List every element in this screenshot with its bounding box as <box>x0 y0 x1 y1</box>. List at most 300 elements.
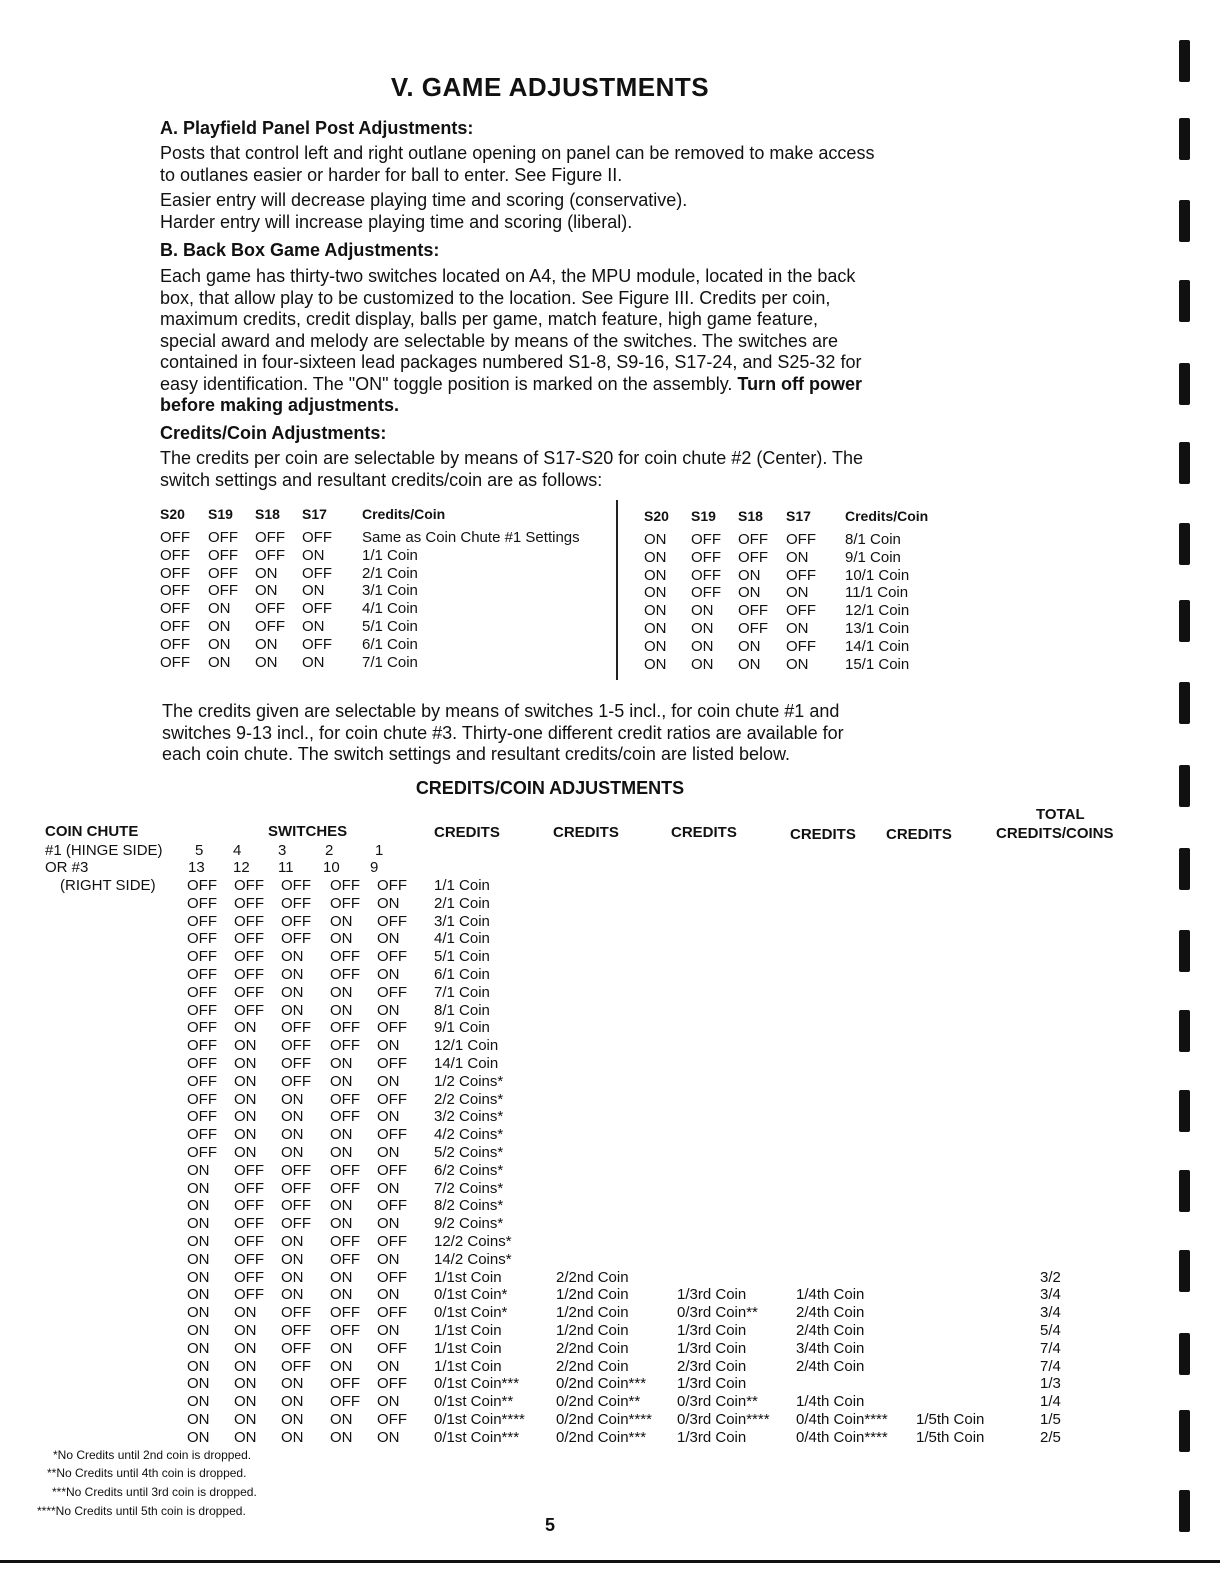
credits-value: 6/1 Coin <box>434 966 490 983</box>
switch-setting: ON <box>234 1072 257 1090</box>
switch-setting: ON <box>234 1322 257 1339</box>
credits-value: 0/2nd Coin** <box>556 1393 641 1411</box>
switch-setting: ON <box>281 1428 304 1446</box>
credits-value: 12/2 Coins* <box>434 1233 512 1250</box>
total-value: 2/5 <box>1040 1428 1061 1446</box>
switch-setting: ON <box>281 1250 304 1268</box>
switch-table-cell: OFF <box>255 600 285 618</box>
switch-setting: OFF <box>187 948 217 966</box>
switch-setting: OFF <box>234 948 264 966</box>
switch-table-cell: 14/1 Coin <box>845 637 910 655</box>
binder-mark <box>1179 280 1190 322</box>
binder-mark <box>1179 200 1190 242</box>
switch-table-cell: OFF <box>160 600 190 618</box>
switch-setting: OFF <box>234 1197 264 1215</box>
total-value: 1/4 <box>1040 1393 1061 1411</box>
switch-table-header: S17 <box>302 506 327 522</box>
switch-table-cell: ON <box>786 548 809 566</box>
binder-mark <box>1179 1490 1190 1532</box>
credits-value: 1/3rd Coin <box>677 1286 747 1304</box>
credits-value: 2/3rd Coin <box>677 1357 747 1375</box>
switch-setting: ON <box>330 1215 353 1233</box>
switch-number: 12 <box>233 859 250 876</box>
switch-table-cell: ON <box>302 618 325 635</box>
switch-setting: ON <box>281 1411 304 1428</box>
switch-setting: OFF <box>377 983 407 1001</box>
credits-value: 0/2nd Coin*** <box>556 1375 647 1393</box>
switch-setting: ON <box>187 1197 210 1215</box>
switch-setting: ON <box>281 983 304 1001</box>
switch-setting: ON <box>377 1072 400 1090</box>
switch-setting: OFF <box>330 948 360 966</box>
switch-setting: OFF <box>234 983 264 1001</box>
switch-setting: OFF <box>377 912 407 930</box>
credits-value: 2/2nd Coin <box>556 1339 629 1357</box>
switch-setting: ON <box>187 1375 210 1393</box>
switch-table-cell: ON <box>302 582 325 600</box>
switch-table-cell: ON <box>644 602 667 620</box>
switch-table-cell: OFF <box>160 653 190 671</box>
total-value: 1/5 <box>1040 1411 1061 1428</box>
switch-setting: OFF <box>281 1215 311 1233</box>
credits-value: 6/2 Coins* <box>434 1161 504 1179</box>
switch-setting: OFF <box>187 1037 217 1055</box>
switch-table-cell: OFF <box>160 635 190 653</box>
switch-setting: ON <box>377 1108 400 1126</box>
switch-setting: ON <box>330 1126 353 1144</box>
switch-table-cell: OFF <box>208 582 238 600</box>
switch-setting: OFF <box>187 877 217 894</box>
switch-table-cell: ON <box>255 635 278 653</box>
credits-coin-line: The credits per coin are selectable by means of S17-S20 for coin chute #2 (Center). The <box>160 448 864 468</box>
switch-setting: OFF <box>187 1126 217 1144</box>
section-a-line: Easier entry will decrease playing time and scoring (conservative). <box>160 190 688 210</box>
switch-setting: ON <box>330 1339 353 1357</box>
binder-mark <box>1179 1333 1190 1375</box>
switch-setting: ON <box>187 1215 210 1233</box>
switch-setting: OFF <box>234 912 264 930</box>
total-header: TOTAL <box>1036 806 1085 823</box>
credits-value: 1/2 Coins* <box>434 1072 504 1090</box>
switch-setting: OFF <box>330 1108 360 1126</box>
switch-setting: ON <box>281 1286 304 1304</box>
credits-value: 0/1st Coin* <box>434 1286 508 1304</box>
switch-setting: ON <box>330 1144 353 1161</box>
credits-value: 0/2nd Coin**** <box>556 1411 652 1428</box>
switch-table-cell: ON <box>738 566 761 584</box>
switch-table-cell: OFF <box>691 566 721 584</box>
credits-value: 0/4th Coin**** <box>796 1411 888 1428</box>
credits-coin-heading: Credits/Coin Adjustments: <box>160 423 387 443</box>
switch-setting: ON <box>234 1144 257 1161</box>
switch-setting: OFF <box>281 1197 311 1215</box>
bottom-rule <box>0 1560 1220 1563</box>
switch-table-cell: 13/1 Coin <box>845 620 910 637</box>
switch-table-cell: OFF <box>691 584 721 602</box>
switch-setting: ON <box>187 1357 210 1375</box>
credits-value: 0/1st Coin** <box>434 1393 514 1411</box>
credits-value: 1/4th Coin <box>796 1393 865 1411</box>
section-a-line: Posts that control left and right outlane opening on panel can be removed to make access <box>160 143 875 163</box>
switch-setting: ON <box>234 1108 257 1126</box>
credits-value: 1/1st Coin <box>434 1268 502 1286</box>
switch-table-cell: ON <box>208 600 231 618</box>
switch-table-cell: ON <box>691 637 714 655</box>
binder-mark <box>1179 848 1190 890</box>
switch-table-cell: OFF <box>255 529 285 546</box>
credits-value: 7/2 Coins* <box>434 1179 504 1197</box>
credits-value: 2/2nd Coin <box>556 1357 629 1375</box>
credits-header: CREDITS <box>790 826 856 843</box>
switch-table-cell: ON <box>644 655 667 673</box>
credits-value: 1/1st Coin <box>434 1357 502 1375</box>
switch-table-cell: OFF <box>302 635 332 653</box>
credits-value: 1/5th Coin <box>916 1411 985 1428</box>
switch-setting: ON <box>234 1126 257 1144</box>
switch-setting: ON <box>330 1357 353 1375</box>
switch-setting: OFF <box>281 1322 311 1339</box>
switch-number: 4 <box>233 842 242 859</box>
total-value: 1/3 <box>1040 1375 1061 1393</box>
switch-setting: ON <box>281 1090 304 1108</box>
switch-setting: ON <box>330 912 353 930</box>
binder-mark <box>1179 682 1190 724</box>
credits-value: 1/3rd Coin <box>677 1322 747 1339</box>
switch-setting: ON <box>330 1197 353 1215</box>
switch-table-cell: OFF <box>255 618 285 635</box>
switch-setting: OFF <box>281 912 311 930</box>
switch-setting: ON <box>330 1072 353 1090</box>
credits-given-line: The credits given are selectable by means of switches 1-5 incl., for coin chute #1 and <box>162 701 840 721</box>
switch-setting: OFF <box>377 1411 407 1428</box>
credits-value: 1/1st Coin <box>434 1339 502 1357</box>
switch-table-cell: 4/1 Coin <box>362 600 418 618</box>
total-value: 7/4 <box>1040 1357 1061 1375</box>
switch-setting: OFF <box>281 1304 311 1322</box>
section-b-heading: B. Back Box Game Adjustments: <box>160 240 440 260</box>
switch-table-cell: 10/1 Coin <box>845 566 910 584</box>
switch-setting: OFF <box>187 912 217 930</box>
switch-setting: OFF <box>281 1055 311 1072</box>
total-value: 3/2 <box>1040 1268 1061 1286</box>
switch-table-cell: ON <box>738 584 761 602</box>
switch-table-cell: ON <box>691 655 714 673</box>
switch-setting: OFF <box>377 877 407 894</box>
switch-setting: ON <box>330 1055 353 1072</box>
switch-table-cell: OFF <box>208 546 238 564</box>
footnote: **No Credits until 4th coin is dropped. <box>47 1466 247 1480</box>
switch-table-cell: OFF <box>302 529 332 546</box>
switch-setting: ON <box>187 1286 210 1304</box>
switch-setting: ON <box>281 1375 304 1393</box>
credits-value: 0/1st Coin*** <box>434 1428 520 1446</box>
switch-setting: ON <box>377 1322 400 1339</box>
credits-value: 0/4th Coin**** <box>796 1428 888 1446</box>
switch-setting: OFF <box>377 948 407 966</box>
switch-table-cell: 11/1 Coin <box>845 584 909 602</box>
switch-setting: OFF <box>330 1090 360 1108</box>
switch-table-cell: OFF <box>302 600 332 618</box>
switch-setting: ON <box>377 1001 400 1019</box>
credits-header: CREDITS <box>553 824 619 841</box>
switch-setting: OFF <box>330 1250 360 1268</box>
switch-table-cell: ON <box>644 531 667 548</box>
switch-setting: OFF <box>187 894 217 912</box>
switch-table-cell: ON <box>302 546 325 564</box>
credits-value: 12/1 Coin <box>434 1037 499 1055</box>
switch-setting: ON <box>377 1144 400 1161</box>
switch-setting: ON <box>281 948 304 966</box>
switch-setting: ON <box>234 1357 257 1375</box>
switch-table-cell: ON <box>208 653 231 671</box>
switch-setting: ON <box>234 1339 257 1357</box>
switch-setting: OFF <box>234 1286 264 1304</box>
switch-number: 5 <box>195 842 204 859</box>
switch-setting: OFF <box>330 894 360 912</box>
switch-setting: OFF <box>377 1019 407 1037</box>
switch-table-cell: ON <box>208 635 231 653</box>
switch-setting: OFF <box>281 1072 311 1090</box>
switch-setting: ON <box>377 1286 400 1304</box>
switch-setting: OFF <box>234 1250 264 1268</box>
section-b-line: maximum credits, credit display, balls per game, match feature, high game feature, <box>160 309 818 329</box>
credits-value: 8/2 Coins* <box>434 1197 504 1215</box>
binder-mark <box>1179 523 1190 565</box>
switch-table-cell: ON <box>644 620 667 637</box>
switch-table-cell: ON <box>255 564 278 582</box>
binder-mark <box>1179 1090 1190 1132</box>
total-header: CREDITS/COINS <box>996 825 1114 842</box>
binder-mark <box>1179 363 1190 405</box>
switch-setting: ON <box>187 1428 210 1446</box>
credits-header: CREDITS <box>671 824 737 841</box>
credits-coin-line: switch settings and resultant credits/coin are as follows: <box>160 469 603 490</box>
switch-table-cell: OFF <box>786 531 816 548</box>
credits-value: 0/1st Coin**** <box>434 1411 525 1428</box>
switch-setting: OFF <box>234 1268 264 1286</box>
binder-mark <box>1179 930 1190 972</box>
switch-setting: OFF <box>281 1179 311 1197</box>
switch-setting: ON <box>281 1108 304 1126</box>
switch-setting: ON <box>234 1428 257 1446</box>
switch-setting: ON <box>330 1286 353 1304</box>
coin-chute-label: #1 (HINGE SIDE) <box>45 842 163 859</box>
switch-table-cell: 1/1 Coin <box>362 546 418 564</box>
switch-setting: ON <box>187 1268 210 1286</box>
switch-setting: ON <box>377 894 400 912</box>
credits-value: 0/3rd Coin** <box>677 1304 758 1322</box>
switch-table-cell: ON <box>644 566 667 584</box>
credits-value: 1/3rd Coin <box>677 1428 747 1446</box>
switch-setting: OFF <box>281 1037 311 1055</box>
binder-mark <box>1179 442 1190 484</box>
switch-setting: ON <box>187 1322 210 1339</box>
credits-value: 1/2nd Coin <box>556 1322 629 1339</box>
switch-table-cell: Same as Coin Chute #1 Settings <box>362 529 580 546</box>
switch-table-cell: 2/1 Coin <box>362 564 418 582</box>
switch-setting: OFF <box>234 1179 264 1197</box>
switch-table-header: S19 <box>691 508 716 524</box>
credits-value: 14/2 Coins* <box>434 1250 512 1268</box>
switch-table-cell: 9/1 Coin <box>845 548 901 566</box>
switch-setting: ON <box>187 1304 210 1322</box>
switch-setting: OFF <box>330 966 360 983</box>
credits-value: 1/3rd Coin <box>677 1375 747 1393</box>
switch-setting: OFF <box>234 1161 264 1179</box>
switch-setting: OFF <box>234 930 264 948</box>
page-title: V. GAME ADJUSTMENTS <box>390 72 710 102</box>
switch-table-cell: 6/1 Coin <box>362 635 418 653</box>
section-b-line: special award and melody are selectable by means of the switches. The switches are <box>160 330 839 351</box>
switch-setting: OFF <box>377 1126 407 1144</box>
credits-value: 1/1 Coin <box>434 877 490 894</box>
footnote: ****No Credits until 5th coin is dropped. <box>37 1504 246 1518</box>
credits-value: 2/2nd Coin <box>556 1268 629 1286</box>
switch-setting: OFF <box>234 877 264 894</box>
switch-setting: OFF <box>187 930 217 948</box>
binder-mark <box>1179 40 1190 82</box>
binder-mark <box>1179 1170 1190 1212</box>
credits-value: 1/4th Coin <box>796 1286 865 1304</box>
switch-number: 11 <box>278 859 294 876</box>
credits-value: 1/2nd Coin <box>556 1304 629 1322</box>
credits-value: 9/2 Coins* <box>434 1215 504 1233</box>
switch-table-cell: ON <box>302 653 325 671</box>
switch-setting: ON <box>330 1411 353 1428</box>
switch-setting: OFF <box>377 1268 407 1286</box>
switch-table-header: S18 <box>738 508 763 524</box>
switch-setting: OFF <box>234 1233 264 1250</box>
switch-table-header: S19 <box>208 506 233 522</box>
switch-setting: OFF <box>281 1161 311 1179</box>
binder-mark <box>1179 600 1190 642</box>
switch-table-cell: ON <box>208 618 231 635</box>
switch-table-cell: ON <box>786 620 809 637</box>
switch-setting: ON <box>377 1215 400 1233</box>
switch-number: 3 <box>278 842 287 859</box>
switch-setting: ON <box>330 930 353 948</box>
switch-setting: OFF <box>377 1090 407 1108</box>
credits-value: 2/4th Coin <box>796 1304 865 1322</box>
switch-setting: ON <box>377 1428 400 1446</box>
switch-table-cell: ON <box>738 655 761 673</box>
switch-number: 13 <box>188 859 205 876</box>
switch-setting: OFF <box>187 966 217 983</box>
switch-table-cell: OFF <box>302 564 332 582</box>
switch-table-cell: ON <box>691 620 714 637</box>
switch-setting: OFF <box>234 894 264 912</box>
page-number: 5 <box>545 1515 556 1535</box>
switch-setting: ON <box>330 1428 353 1446</box>
credits-value: 5/2 Coins* <box>434 1144 504 1161</box>
credits-given-line: each coin chute. The switch settings and resultant credits/coin are listed below. <box>162 744 791 764</box>
switch-table-cell: OFF <box>691 548 721 566</box>
switch-setting: OFF <box>377 1304 407 1322</box>
coin-chute-header: COIN CHUTE <box>45 823 139 840</box>
switch-table-header: Credits/Coin <box>845 508 929 524</box>
switch-setting: OFF <box>281 894 311 912</box>
switch-setting: ON <box>187 1339 210 1357</box>
switch-setting: ON <box>281 966 304 983</box>
switch-setting: ON <box>187 1411 210 1428</box>
switch-setting: ON <box>187 1161 210 1179</box>
switch-table-header: S20 <box>160 506 185 522</box>
switch-setting: ON <box>281 1001 304 1019</box>
switch-setting: OFF <box>281 1357 311 1375</box>
switch-table-cell: ON <box>255 582 278 600</box>
section-b-line: Each game has thirty-two switches located on A4, the MPU module, located in the back <box>160 266 856 286</box>
switch-setting: OFF <box>377 1161 407 1179</box>
credits-value: 2/4th Coin <box>796 1357 865 1375</box>
switch-table-cell: 8/1 Coin <box>845 531 901 548</box>
switch-number: 9 <box>370 859 379 876</box>
switch-setting: OFF <box>377 1233 407 1250</box>
switch-table-cell: OFF <box>160 582 190 600</box>
switch-setting: ON <box>330 1001 353 1019</box>
credits-value: 1/3rd Coin <box>677 1339 747 1357</box>
switch-setting: ON <box>187 1179 210 1197</box>
switch-setting: ON <box>187 1393 210 1411</box>
switch-setting: ON <box>281 1233 304 1250</box>
switch-setting: OFF <box>187 1001 217 1019</box>
credits-value: 2/2 Coins* <box>434 1090 504 1108</box>
credits-value: 2/1 Coin <box>434 894 490 912</box>
switch-table-cell: 15/1 Coin <box>845 655 910 673</box>
switch-table-cell: OFF <box>786 602 816 620</box>
switch-setting: OFF <box>281 1019 311 1037</box>
switch-setting: ON <box>234 1090 257 1108</box>
switch-table-cell: 5/1 Coin <box>362 618 418 635</box>
footnote: *No Credits until 2nd coin is dropped. <box>53 1448 252 1462</box>
binder-mark <box>1179 1250 1190 1292</box>
switch-number: 2 <box>325 842 334 859</box>
switch-table-cell: OFF <box>160 529 190 546</box>
switch-table-cell: ON <box>644 637 667 655</box>
switch-table-header: Credits/Coin <box>362 506 446 522</box>
switch-table-cell: 7/1 Coin <box>362 653 418 671</box>
switch-setting: OFF <box>377 1375 407 1393</box>
switch-setting: OFF <box>330 1233 360 1250</box>
switch-setting: OFF <box>330 1179 360 1197</box>
switch-setting: ON <box>187 1250 210 1268</box>
switch-setting: OFF <box>330 877 360 894</box>
section-b-line-bold: Turn off power <box>737 373 863 394</box>
switch-setting: OFF <box>281 877 311 894</box>
switch-table-header: S20 <box>644 508 669 524</box>
switch-setting: ON <box>281 1144 304 1161</box>
switch-table-cell: OFF <box>160 618 190 635</box>
switch-table-cell: ON <box>786 655 809 673</box>
binder-mark <box>1179 765 1190 807</box>
switch-setting: ON <box>234 1393 257 1411</box>
switch-setting: ON <box>377 1357 400 1375</box>
switch-table-cell: 3/1 Coin <box>362 582 418 600</box>
switch-setting: OFF <box>234 1001 264 1019</box>
switch-setting: OFF <box>330 1322 360 1339</box>
switch-table-cell: OFF <box>738 602 768 620</box>
switch-table-header: S17 <box>786 508 811 524</box>
switch-table-cell: ON <box>786 584 809 602</box>
credits-value: 3/4th Coin <box>796 1339 865 1357</box>
switch-setting: OFF <box>330 1375 360 1393</box>
switch-table-cell: ON <box>644 548 667 566</box>
switch-table-cell: OFF <box>786 637 816 655</box>
switch-setting: ON <box>234 1411 257 1428</box>
switch-setting: OFF <box>187 1072 217 1090</box>
switch-table-cell: ON <box>255 653 278 671</box>
switch-setting: OFF <box>330 1393 360 1411</box>
switch-table-cell: OFF <box>160 564 190 582</box>
